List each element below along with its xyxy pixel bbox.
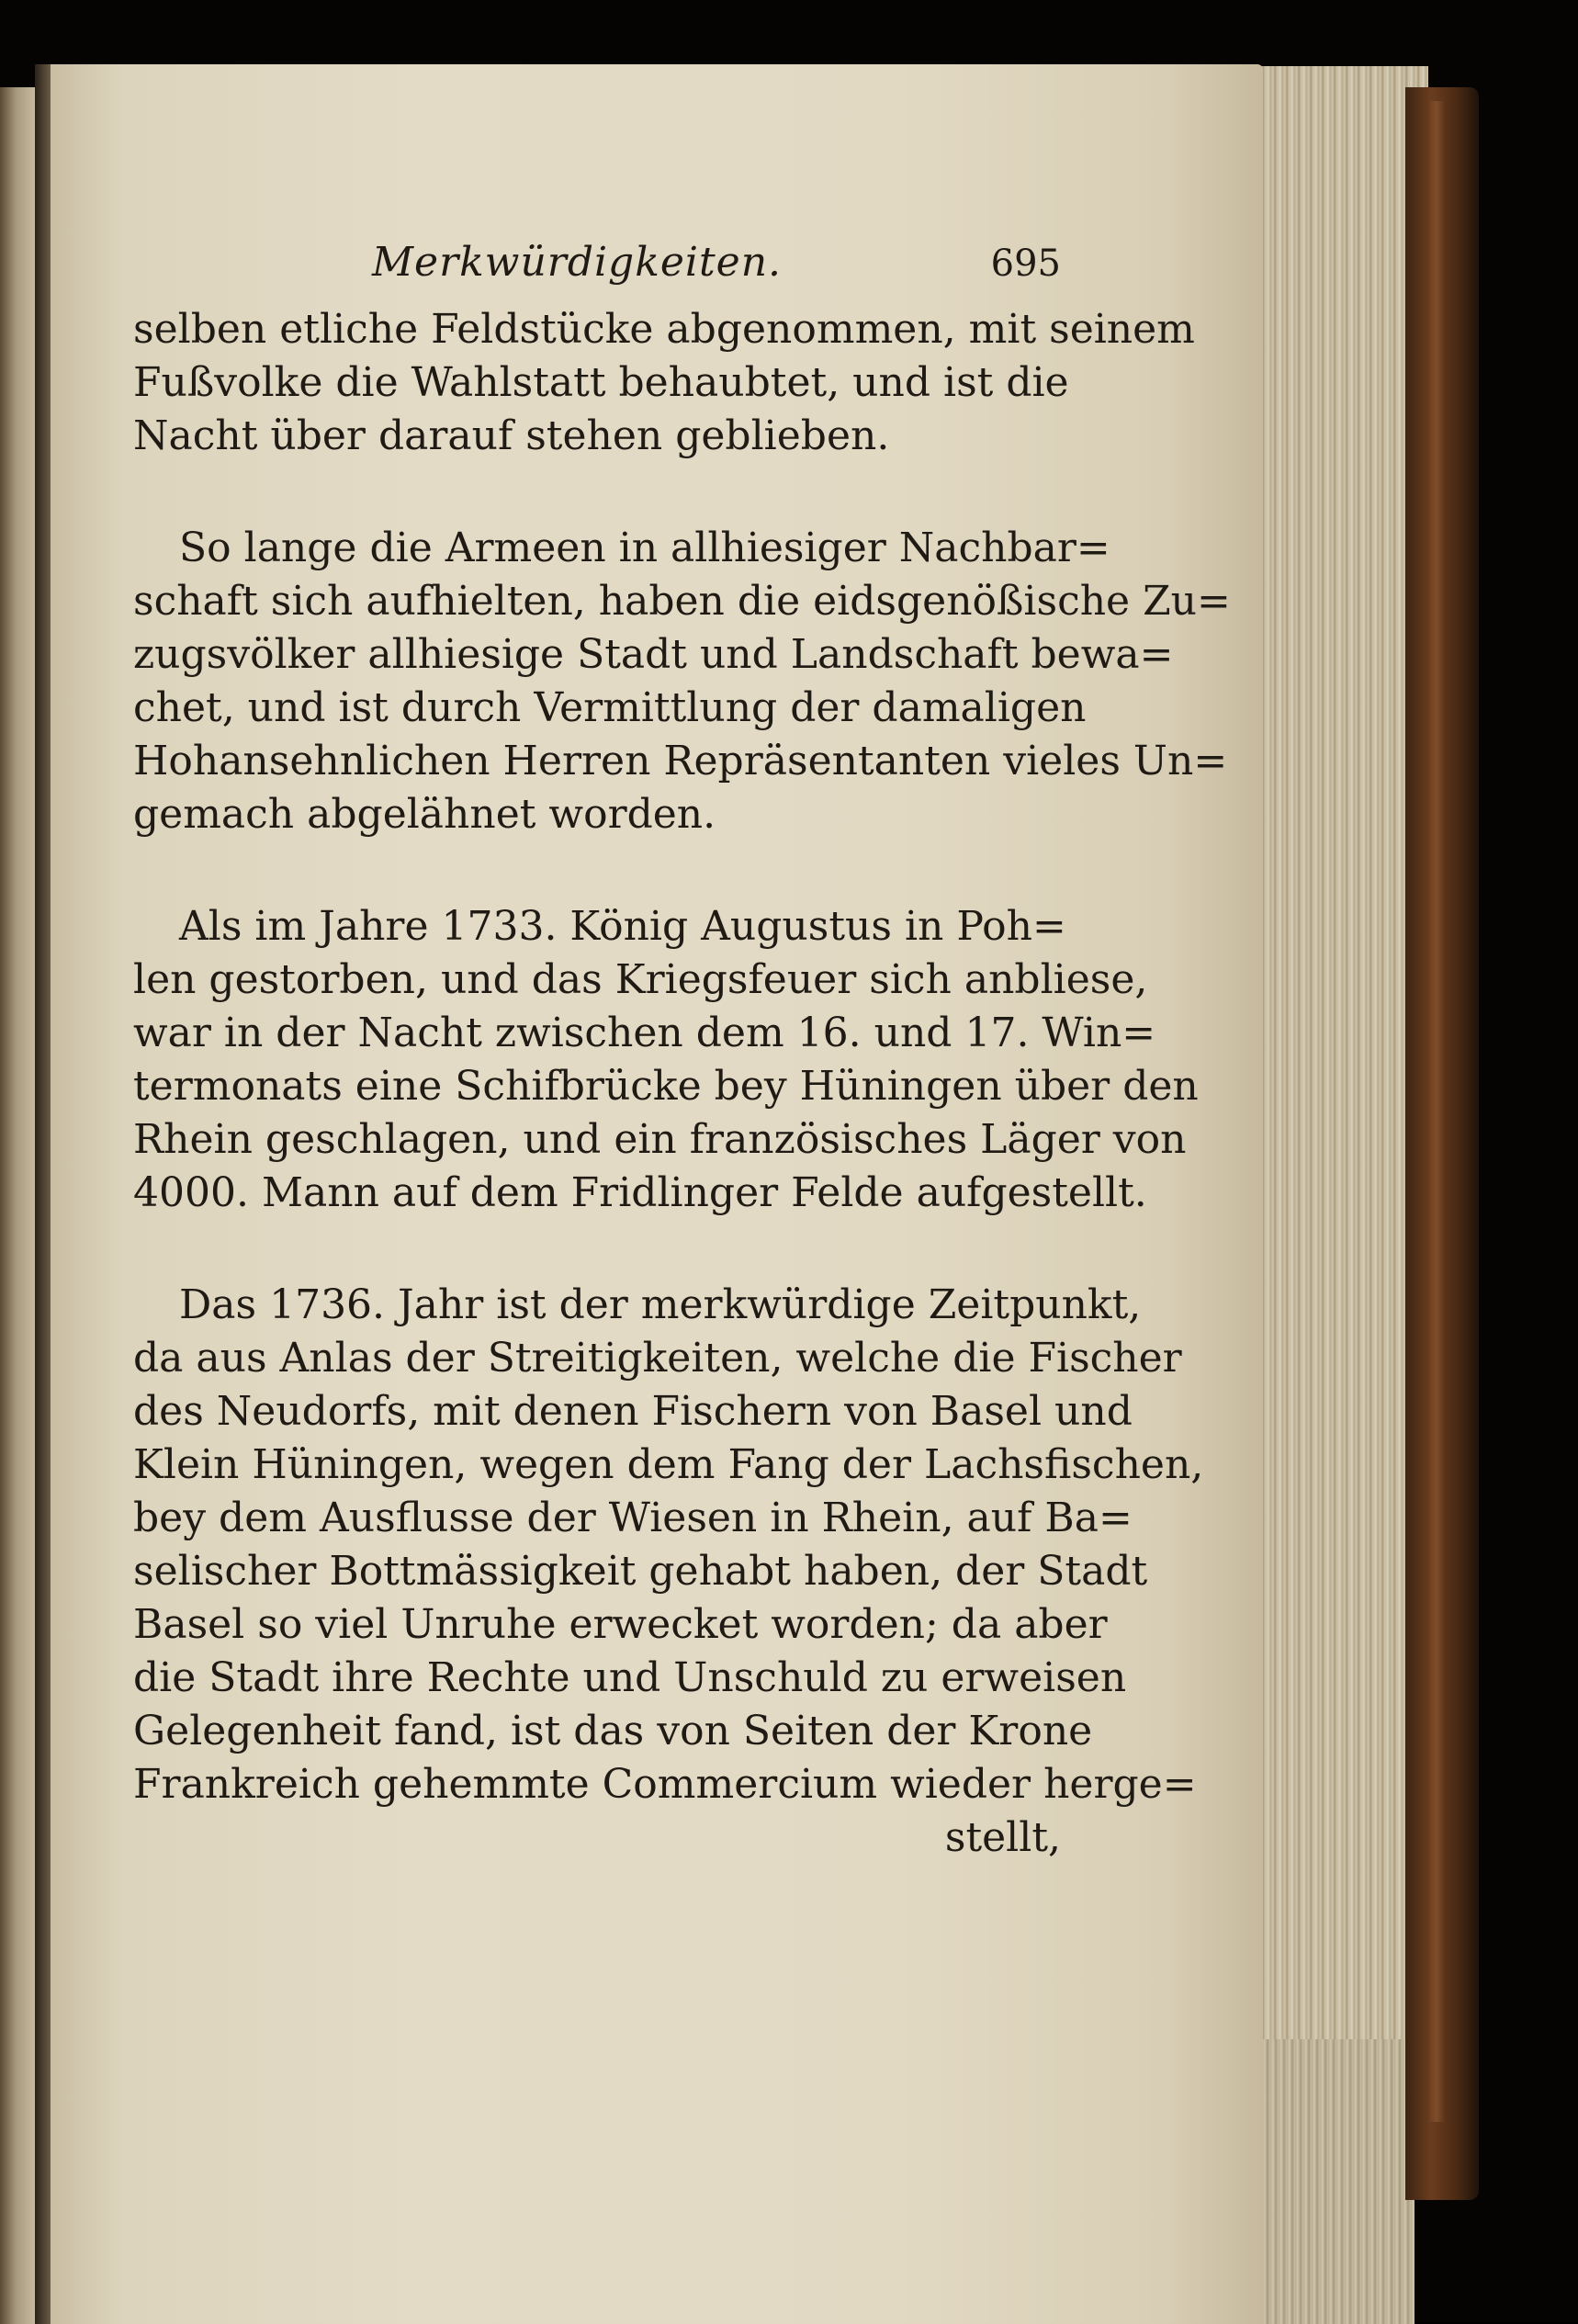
text-line: chet, und ist durch Vermittlung der damaligen	[133, 684, 1087, 731]
running-head	[133, 239, 1061, 303]
text-line: war in der Nacht zwischen dem 16. und 17. Win=	[133, 1010, 1156, 1056]
text-line: len gestorben, und das Kriegsfeuer sich anbliese,	[133, 956, 1148, 1003]
text-line: So lange die Armeen in allhiesiger Nachbar=	[179, 525, 1110, 571]
text-line: Das 1736. Jahr ist der merkwürdige Zeitpunkt,	[179, 1281, 1142, 1328]
text-line: Rhein geschlagen, und ein französisches Läger von	[133, 1116, 1187, 1163]
text-line: selischer Bottmässigkeit gehabt haben, der Stadt	[133, 1548, 1148, 1595]
text-line: des Neudorfs, mit denen Fischern von Basel und	[133, 1388, 1133, 1435]
text-line: Als im Jahre 1733. König Augustus in Poh=	[179, 903, 1066, 950]
paragraph-3	[133, 900, 1199, 1220]
text-line: gemach abgelähnet worden.	[133, 791, 716, 838]
paragraph-1	[133, 303, 1195, 463]
page-text	[133, 239, 1231, 1865]
page-edges-lower	[1254, 2039, 1415, 2324]
paragraph-2	[133, 522, 1231, 841]
text-line: die Stadt ihre Rechte und Unschuld zu erweisen	[133, 1654, 1127, 1701]
text-line: da aus Anlas der Streitigkeiten, welche die Fischer	[133, 1335, 1182, 1382]
text-line: Basel so viel Unruhe erwecket worden; da aber	[133, 1601, 1108, 1648]
text-line: Fußvolke die Wahlstatt behaubtet, und ist die	[133, 359, 1069, 406]
page-edges	[1254, 66, 1428, 2041]
text-line: Nacht über darauf stehen geblieben.	[133, 412, 890, 459]
cover-highlight	[1428, 101, 1445, 2122]
text-line: termonats eine Schifbrücke bey Hüningen über den	[133, 1063, 1199, 1110]
text-line: Klein Hüningen, wegen dem Fang der Lachsfischen,	[133, 1441, 1204, 1488]
running-title: Merkwürdigkeiten.	[372, 239, 783, 286]
paragraph-4	[133, 1279, 1204, 1865]
text-line: 4000. Mann auf dem Fridlinger Felde aufgestellt.	[133, 1169, 1147, 1216]
page-number: 695	[990, 243, 1061, 285]
text-line: zugsvölker allhiesige Stadt und Landschaft bewa=	[133, 631, 1174, 678]
text-line: Frankreich gehemmte Commercium wieder herge=	[133, 1761, 1197, 1808]
text-line: Hohansehnlichen Herren Repräsentanten vieles Un=	[133, 738, 1228, 784]
text-line: bey dem Ausflusse der Wiesen in Rhein, auf Ba=	[133, 1495, 1133, 1541]
catchword: stellt,	[944, 1814, 1061, 1861]
text-line: Gelegenheit fand, ist das von Seiten der Krone	[133, 1708, 1093, 1754]
text-line: schaft sich aufhielten, haben die eidsgenößische Zu=	[133, 578, 1231, 625]
text-line: selben etliche Feldstücke abgenommen, mit seinem	[133, 306, 1195, 353]
